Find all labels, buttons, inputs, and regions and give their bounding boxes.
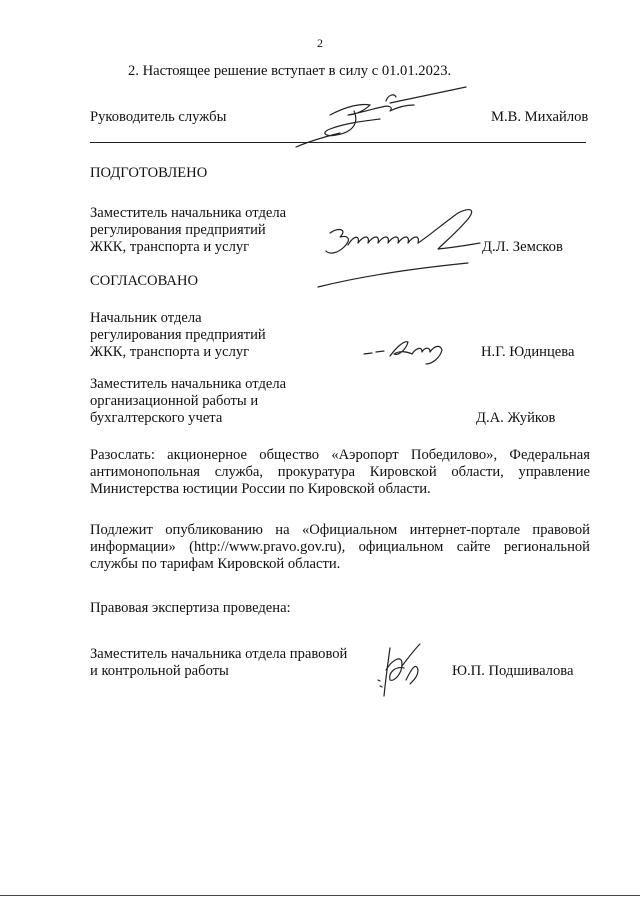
agreed-signer-2-position-line: организационной работы и	[90, 393, 259, 409]
prepared-signature	[318, 205, 488, 290]
distribution-paragraph	[90, 447, 590, 498]
publication-line: информации» (http://www.pravo.gov.ru), официальном сайте региональной	[90, 539, 590, 555]
agreed-signer-2-name: Д.А. Жуйков	[476, 410, 556, 426]
agreed-signer-1-position-line: ЖКК, транспорта и услуг	[90, 344, 250, 360]
agreed-signer-1-position-line: Начальник отдела	[90, 310, 202, 326]
agreed-heading: СОГЛАСОВАНО	[90, 273, 199, 289]
agreed-signer-1-signature	[360, 332, 460, 368]
publication-line: Подлежит опубликованию на «Официальном интернет-портале правовой	[90, 522, 590, 538]
bottom-edge-rule	[0, 895, 640, 896]
prepared-position-line: Заместитель начальника отдела	[90, 205, 287, 221]
prepared-heading: ПОДГОТОВЛЕНО	[90, 165, 208, 181]
head-signature	[290, 85, 470, 155]
distribution-line: Разослать: акционерное общество «Аэропорт Победилово», Федеральная	[90, 447, 590, 463]
agreed-signer-2-position-line: бухгалтерского учета	[90, 410, 223, 426]
agreed-signer-1-position-line: регулирования предприятий	[90, 327, 266, 343]
prepared-name: Д.Л. Земсков	[482, 239, 563, 255]
publication-line: службы по тарифам Кировской области.	[90, 556, 341, 572]
agreed-signer-1-name: Н.Г. Юдинцева	[481, 344, 575, 360]
legal-check-position-line: и контрольной работы	[90, 663, 229, 679]
legal-check-position-line: Заместитель начальника отдела правовой	[90, 646, 348, 662]
signature-rule	[90, 142, 586, 143]
prepared-position-line: регулирования предприятий	[90, 222, 266, 238]
legal-check-name: Ю.П. Подшивалова	[452, 663, 574, 679]
head-name: М.В. Михайлов	[491, 109, 589, 125]
head-position: Руководитель службы	[90, 109, 227, 125]
prepared-position-line: ЖКК, транспорта и услуг	[90, 239, 250, 255]
legal-check-signature	[372, 640, 432, 702]
legal-check-heading: Правовая экспертиза проведена:	[90, 600, 291, 616]
publication-paragraph	[90, 522, 590, 573]
distribution-line: антимонопольная служба, прокуратура Кировской области, управление	[90, 464, 590, 480]
decision-effective-date: 2. Настоящее решение вступает в силу с 01.01.2023.	[128, 63, 452, 79]
distribution-line: Министерства юстиции России по Кировской области.	[90, 481, 431, 497]
agreed-signer-2-position-line: Заместитель начальника отдела	[90, 376, 287, 392]
page-number: 2	[317, 36, 323, 50]
